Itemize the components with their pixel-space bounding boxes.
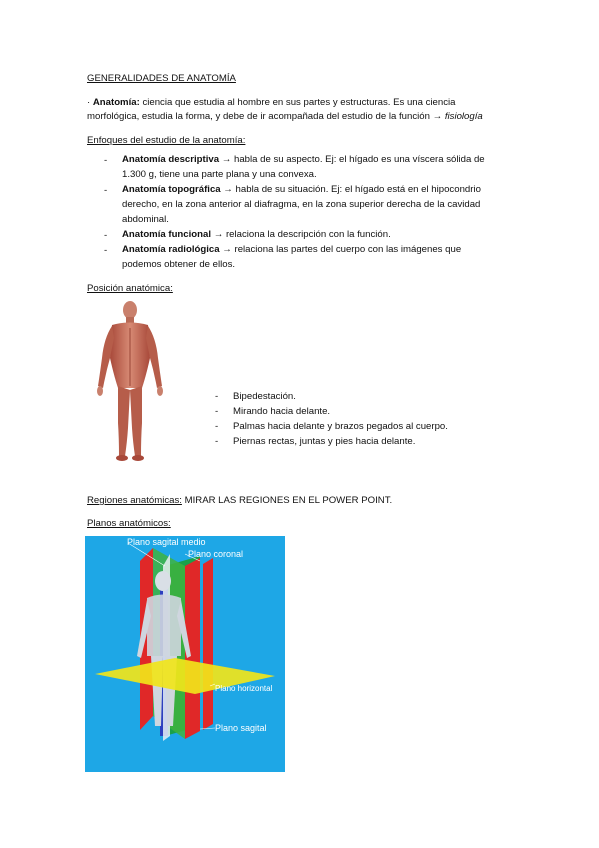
enfoques-heading: Enfoques del estudio de la anatomía: (87, 135, 246, 146)
enfoque-descriptiva (122, 153, 485, 168)
anatomical-figure-image (90, 298, 170, 463)
posicion-text: Mirando hacia delante. (233, 406, 331, 417)
planes-illustration (85, 536, 285, 772)
list-dash: - (215, 421, 219, 432)
regiones-heading: Regiones anatómicas: (87, 495, 182, 506)
enfoque-term: Anatomía radiológica (122, 244, 220, 255)
enfoque-cont: abdominal. (122, 214, 169, 225)
list-dash: - (215, 436, 219, 447)
enfoque-cont: derecho, en la zona anterior al diafragma, en la zona superior derecha de la cavidad (122, 199, 481, 210)
regiones-line (87, 494, 392, 507)
enfoque-topografica (122, 183, 481, 198)
arrow: → (432, 111, 443, 122)
arrow: → (223, 184, 233, 195)
anatomy-definition-cont (87, 110, 483, 123)
label-sagital-medio: Plano sagital medio (127, 537, 206, 547)
posicion-item (215, 436, 415, 447)
enfoque-radiologica (122, 243, 461, 258)
posicion-item (215, 406, 330, 417)
document-title: GENERALIDADES DE ANATOMÍA (87, 73, 236, 84)
posicion-text: Palmas hacia delante y brazos pegados al cuerpo. (233, 421, 448, 432)
planos-heading: Planos anatómicos: (87, 518, 171, 529)
arrow: → (221, 154, 232, 165)
list-dash: - (104, 245, 108, 256)
enfoque-cont: podemos obtener de ellos. (122, 259, 236, 270)
enfoque-cont: 1.300 g, tiene una parte plana y una convexa. (122, 169, 317, 180)
enfoque-text: relaciona la descripción con la función. (223, 229, 391, 240)
enfoque-funcional (122, 228, 391, 243)
anatomy-definition (87, 96, 455, 109)
list-dash: - (215, 391, 219, 402)
posicion-item (215, 391, 296, 402)
label-coronal: Plano coronal (188, 549, 244, 559)
regiones-text: MIRAR LAS REGIONES EN EL POWER POINT. (181, 495, 393, 506)
arrow: → (222, 244, 232, 255)
enfoque-term: Anatomía topográfica (122, 184, 221, 195)
enfoque-text: habla de su aspecto. Ej: el hígado es una víscera sólida de (231, 154, 485, 165)
list-dash: - (104, 230, 108, 241)
enfoque-text: habla de su situación. Ej: el hígado está en el hipocondrio (232, 184, 481, 195)
posicion-item (215, 421, 448, 432)
definition-tail: fisiología (442, 111, 483, 122)
arrow: → (213, 229, 224, 240)
list-dash: - (104, 155, 108, 166)
label-sagital: Plano sagital (215, 723, 267, 733)
list-dash: - (215, 406, 219, 417)
definition-term: Anatomía: (92, 97, 140, 108)
enfoque-text: relaciona las partes del cuerpo con las imágenes que (231, 244, 462, 255)
enfoque-term: Anatomía descriptiva (122, 154, 220, 165)
definition-line2: morfológica, estudia la forma, y debe de ir acompañada del estudio de la función (87, 111, 433, 122)
bullet: · (87, 97, 91, 108)
label-horizontal: Plano horizontal (215, 684, 273, 693)
definition-line1: ciencia que estudia al hombre en sus partes y estructuras. Es una ciencia (139, 97, 456, 108)
posicion-text: Piernas rectas, juntas y pies hacia delante. (233, 436, 416, 447)
enfoque-term: Anatomía funcional (122, 229, 212, 240)
anatomical-planes-diagram (85, 536, 285, 772)
posicion-heading: Posición anatómica: (87, 283, 173, 294)
posicion-text: Bipedestación. (233, 391, 296, 402)
list-dash: - (104, 185, 108, 196)
